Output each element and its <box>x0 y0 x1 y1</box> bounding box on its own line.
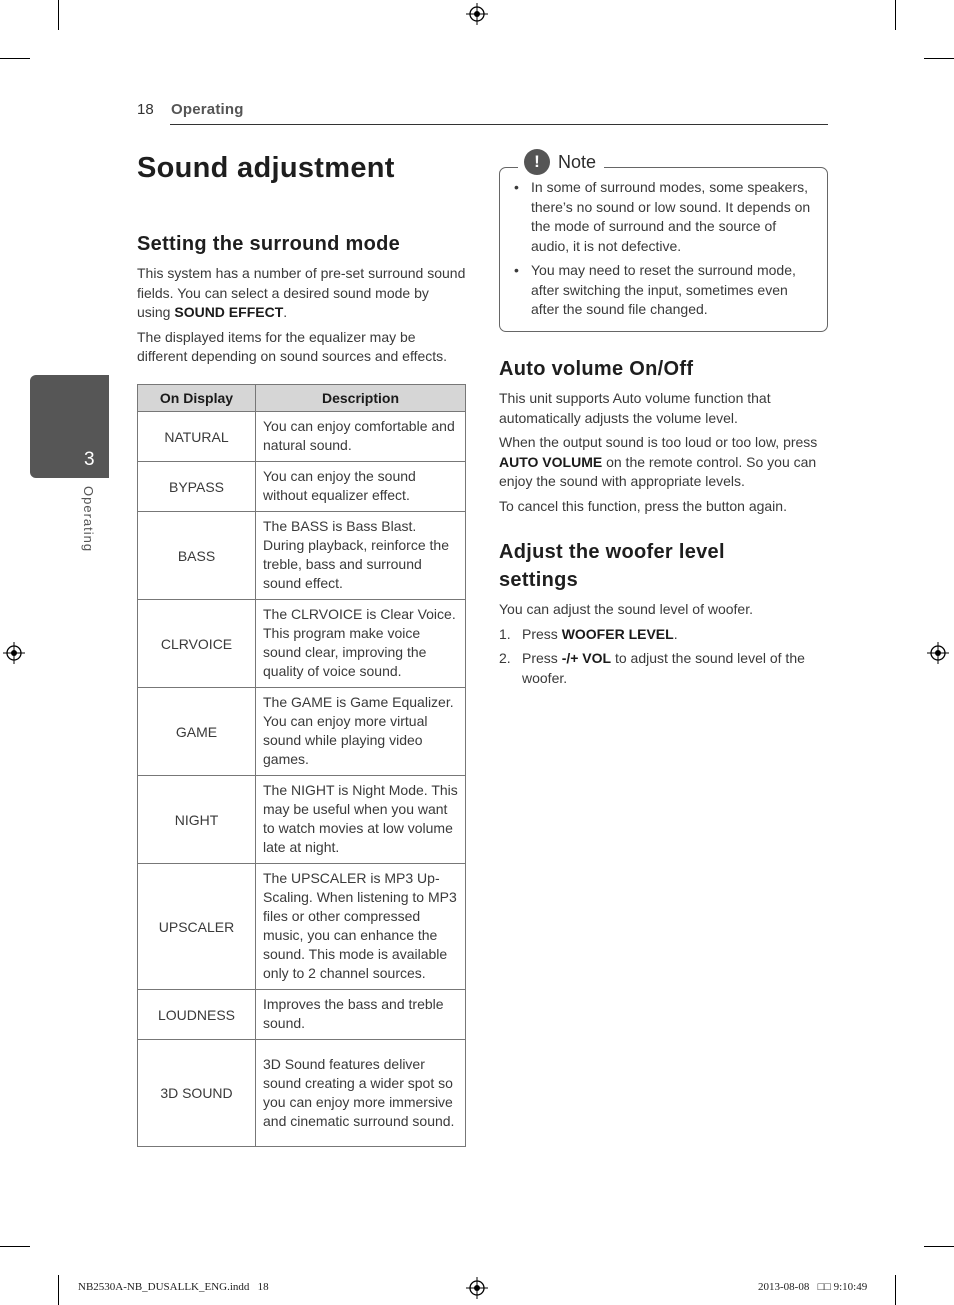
crop-mark <box>895 0 896 30</box>
auto-volume-instructions: When the output sound is too loud or too low, press AUTO VOLUME on the remote control. So you can enjoy the sound with appropriate levels. <box>499 434 818 489</box>
crop-mark <box>924 1246 954 1247</box>
description-cell: The NIGHT is Night Mode. This may be useful when you want to watch movies at low volume late at night. <box>256 776 466 864</box>
description-cell: The UPSCALER is MP3 Up-Scaling. When listening to MP3 files or other compressed music, you can enhance the sound. This mode is available only to 2 channel sources. <box>256 864 466 990</box>
table-row <box>138 688 466 776</box>
crop-mark <box>895 1275 896 1305</box>
auto-volume-heading: Auto volume On/Off <box>499 358 694 380</box>
display-cell: NATURAL <box>138 412 256 462</box>
surround-heading: Setting the surround mode <box>137 233 401 255</box>
display-cell: CLRVOICE <box>138 600 256 688</box>
description-cell: The BASS is Bass Blast. During playback, reinforce the treble, bass and surround sound effect. <box>256 512 466 600</box>
surround-paragraph: This system has a number of pre-set surround sound fields. You can select a desired sound mode by using SOUND EFFECT. <box>137 265 466 320</box>
table-row <box>138 1040 466 1147</box>
footer-timestamp: 2013-08-08 □□ 9:10:49 <box>758 1281 868 1293</box>
surround-note-paragraph: The displayed items for the equalizer may be different depending on sound sources and effects. <box>137 328 448 364</box>
auto-volume-key: AUTO VOLUME <box>499 453 603 470</box>
column-header: On Display <box>138 385 256 412</box>
list-item: 1. Press WOOFER LEVEL. <box>499 625 828 645</box>
registration-mark-icon <box>927 642 949 664</box>
column-header: Description <box>256 385 466 412</box>
sound-effect-key: SOUND EFFECT <box>174 304 284 320</box>
registration-mark-icon <box>466 1277 488 1299</box>
chapter-number: 3 <box>84 449 95 470</box>
step-number: 1. <box>499 625 511 642</box>
note-title: Note <box>558 151 597 172</box>
display-cell: 3D SOUND <box>138 1040 256 1147</box>
table-row <box>138 512 466 600</box>
surround-section <box>137 230 466 367</box>
note-list <box>514 178 814 325</box>
woofer-intro: You can adjust the sound level of woofer. <box>499 601 753 617</box>
display-cell: LOUDNESS <box>138 990 256 1040</box>
exclamation-icon: ! <box>524 149 550 175</box>
display-cell: NIGHT <box>138 776 256 864</box>
table-row <box>138 462 466 512</box>
display-cell: BYPASS <box>138 462 256 512</box>
chapter-tab <box>30 375 109 478</box>
description-cell: The CLRVOICE is Clear Voice. This program make voice sound clear, improving the quality of voice sound. <box>256 600 466 688</box>
woofer-level-key: WOOFER LEVEL <box>561 625 674 642</box>
crop-mark <box>924 58 954 59</box>
auto-volume-cancel: To cancel this function, press the button again. <box>499 497 787 514</box>
table-row <box>138 600 466 688</box>
crop-mark <box>0 58 30 59</box>
sound-effect-table <box>137 384 466 1147</box>
display-cell: GAME <box>138 688 256 776</box>
description-cell: Improves the bass and treble sound. <box>256 990 466 1040</box>
list-item: 2. Press -/+ VOL to adjust the sound level of the woofer. <box>499 650 805 686</box>
description-cell: You can enjoy comfortable and natural sound. <box>256 412 466 462</box>
description-cell: The GAME is Game Equalizer. You can enjoy more virtual sound while playing video games. <box>256 688 466 776</box>
woofer-section <box>499 538 828 693</box>
step-number: 2. <box>499 650 511 666</box>
description-cell: You can enjoy the sound without equalizer effect. <box>256 462 466 512</box>
crop-mark <box>58 0 59 30</box>
page-number: 18 <box>137 101 154 118</box>
note-header <box>518 149 604 175</box>
running-header-section: Operating <box>171 101 244 118</box>
woofer-steps <box>499 625 828 689</box>
vol-key: -/+ VOL <box>561 650 612 666</box>
page-title: Sound adjustment <box>137 152 395 184</box>
footer-file-name: NB2530A-NB_DUSALLK_ENG.indd 18 <box>78 1281 269 1293</box>
registration-mark-icon <box>3 642 25 664</box>
display-cell: BASS <box>138 512 256 600</box>
chapter-label: Operating <box>81 486 96 553</box>
crop-mark <box>0 1246 30 1247</box>
table-header-row <box>138 385 466 412</box>
table-row <box>138 864 466 990</box>
table-row <box>138 412 466 462</box>
woofer-heading: Adjust the woofer level settings <box>499 541 725 591</box>
table-row <box>138 990 466 1040</box>
note-item: • You may need to reset the surround mode, after switching the input, sometimes even after the sound file changed. <box>514 261 814 320</box>
registration-mark-icon <box>466 3 488 25</box>
header-rule <box>170 124 828 125</box>
note-item: • In some of surround modes, some speakers, there’s no sound or low sound. It depends on the mode of surround and the source of audio, it is not defective. <box>514 178 814 256</box>
description-cell: 3D Sound features deliver sound creating a wider spot so you can enjoy more immersive and cinematic surround sound. <box>256 1040 466 1147</box>
display-cell: UPSCALER <box>138 864 256 990</box>
crop-mark <box>58 1275 59 1305</box>
table-row <box>138 776 466 864</box>
auto-volume-section <box>499 355 828 516</box>
auto-volume-paragraph: This unit supports Auto volume function that automatically adjusts the volume level. <box>499 390 771 426</box>
